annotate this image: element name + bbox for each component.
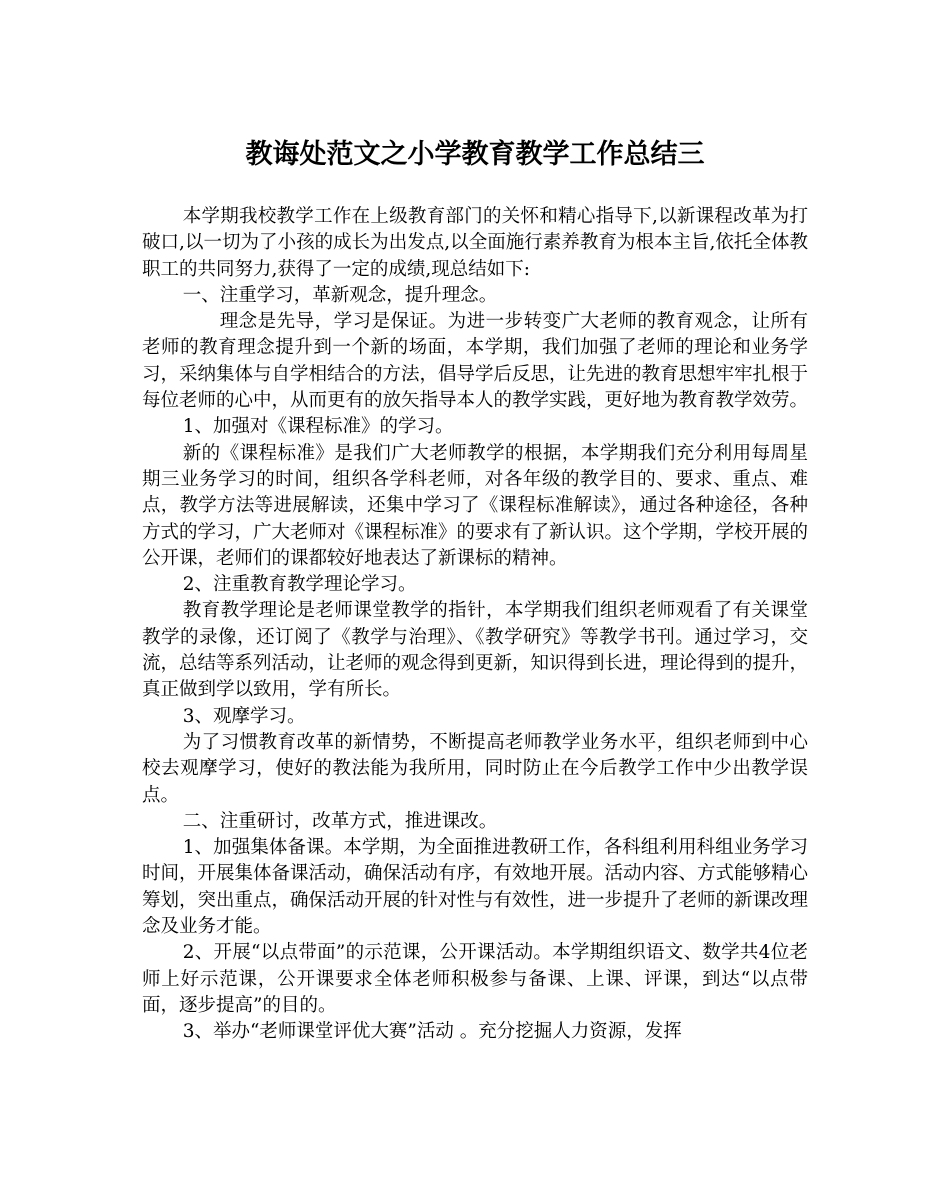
subheading: 1、加强对《课程标准》的学习。 <box>182 416 454 438</box>
intro-paragraph: 本学期我校教学工作在上级教育部门的关怀和精心指导下,以新课程改革为打破口,以一切为了小孩的成长为出发点,以全面施行素养教育为根本主旨,依托全体教职工的共同努力,获得了一定的成绩,现总结如下: <box>142 206 808 280</box>
document-body <box>142 204 808 1046</box>
subheading: 2、注重教育教学理论学习。 <box>182 574 417 596</box>
body-paragraph: 2、开展“以点带面”的示范课，公开课活动。本学期组织语文、数学共4位老师上好示范课，公开课要求全体老师积极参与备课、上课、评课，到达“以点带面，逐步提高”的目的。 <box>142 942 808 1016</box>
subheading: 3、观摩学习。 <box>182 705 306 727</box>
body-paragraph: 为了习惯教育改革的新情势，不断提高老师教学业务水平，组织老师到中心校去观摩学习，使好的教法能为我所用，同时防止在今后教学工作中少出教学误点。 <box>142 731 808 806</box>
body-paragraph: 1、加强集体备课。本学期，为全面推进教研工作，各科组利用科组业务学习时间，开展集体备课活动，确保活动有序，有效地开展。活动内容、方式能够精心筹划，突出重点，确保活动开展的针对性与有效性，进一步提升了老师的新课改理念及业务才能。 <box>142 837 809 938</box>
body-paragraph: 理念是先导，学习是保证。为进一步转变广大老师的教育观念，让所有老师的教育理念提升到一个新的场面，本学期，我们加强了老师的理论和业务学习，采纳集体与自学相结合的方法，倡导学后反思，让先进的教育思想牢牢扎根于每位老师的心中，从而更有的放矢指导本人的教学实践，更好地为教育教学效劳。 <box>142 311 809 412</box>
section-heading-2: 二、注重研讨，改革方式，推进课改。 <box>182 810 498 832</box>
document-title: 教诲处范文之小学教育教学工作总结三 <box>245 139 705 170</box>
body-paragraph: 教育教学理论是老师课堂教学的指针，本学期我们组织老师观看了有关课堂教学的录像，还订阅了《教学与治理》、《教学研究》等教学书刊。通过学习，交流，总结等系列活动，让老师的观念得到更新，知识得到长进，理论得到的提升，真正做到学以致用，学有所长。 <box>142 600 809 701</box>
section-heading-1: 一、注重学习，革新观念，提升理念。 <box>182 284 498 306</box>
body-paragraph: 3、举办“老师课堂评优大赛”活动 。充分挖掘人力资源，发挥 <box>182 1021 682 1043</box>
body-paragraph: 新的《课程标准》是我们广大老师教学的根据，本学期我们充分利用每周星期三业务学习的时间，组织各学科老师，对各年级的教学目的、要求、重点、难点，教学方法等进展解读，还集中学习了《课程标准解读》，通过各种途径，各种方式的学习，广大老师对《课程标准》的要求有了新认识。这个学期，学校开展的公开课，老师们的课都较好地表达了新课标的精神。 <box>142 442 809 569</box>
